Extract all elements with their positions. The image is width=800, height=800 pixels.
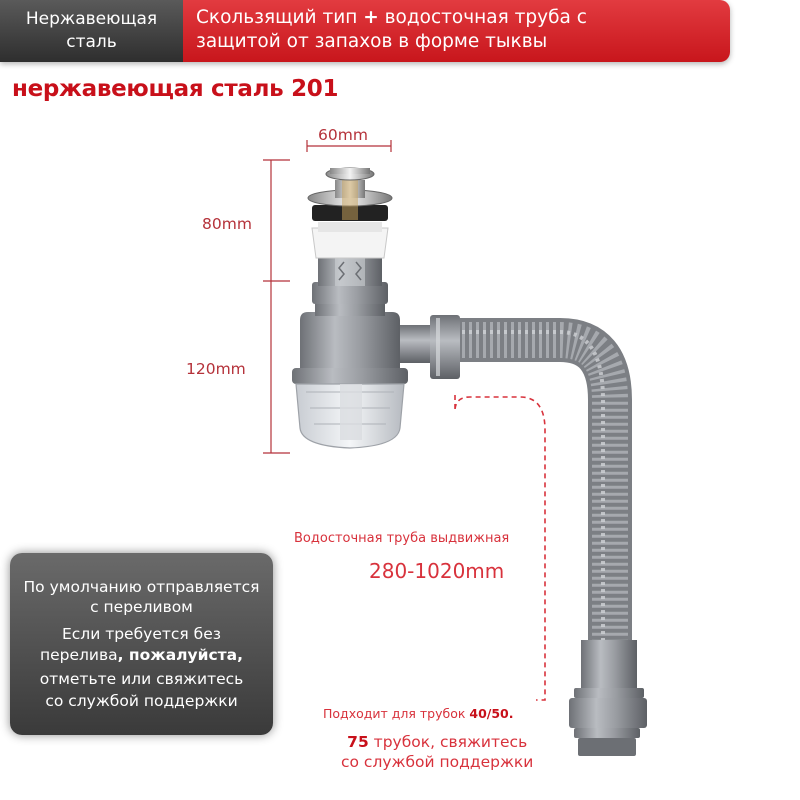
subtitle-text: нержавеющая сталь xyxy=(12,76,292,102)
dimension-height-bottom: 120mm xyxy=(186,360,246,378)
dimension-height-top: 80mm xyxy=(202,215,252,233)
fit-note xyxy=(323,706,513,721)
material-badge-line2: сталь xyxy=(66,32,117,52)
fit-contact-line1 xyxy=(341,732,533,752)
plus-sign: + xyxy=(363,7,379,28)
note-line xyxy=(10,646,273,664)
seal-gasket xyxy=(312,228,388,258)
fit-text: Подходит для трубок xyxy=(323,706,470,721)
note-line: По умолчанию отправляется xyxy=(23,578,260,596)
fit-contact-note xyxy=(341,732,533,772)
note-line: отметьте или свяжитесь xyxy=(39,670,244,688)
note-part: , xyxy=(237,646,244,664)
telescopic-guide xyxy=(455,395,545,700)
product-description-line2: защитой от запахов в форме тыквы xyxy=(196,31,548,52)
flexible-hose xyxy=(455,340,610,640)
note-part: перелива xyxy=(39,646,118,664)
telescopic-label: Водосточная труба выдвижная xyxy=(294,531,510,546)
outlet-pipe xyxy=(581,640,637,690)
fit-text: трубок, свяжитесь xyxy=(368,733,528,751)
note-line: с переливом xyxy=(90,598,193,616)
dimension-width: 60mm xyxy=(318,126,368,144)
fit-contact-line2: со службой поддержки xyxy=(341,753,534,771)
trap-body xyxy=(300,312,400,372)
overflow-note xyxy=(10,553,273,735)
fit-sizes: 40/50. xyxy=(469,706,514,721)
telescopic-range: 280-1020mm xyxy=(369,559,505,583)
fit-size-75: 75 xyxy=(347,733,369,751)
material-badge-line1: Нержавеющая xyxy=(25,9,158,29)
note-line: со службой поддержки xyxy=(45,692,238,710)
description-part: Скользящий тип xyxy=(196,7,364,28)
description-part: водосточная труба с xyxy=(378,7,587,28)
steel-grade: 201 xyxy=(291,76,339,102)
note-part: , пожалуйста xyxy=(117,646,238,664)
note-line: Если требуется без xyxy=(61,625,222,643)
